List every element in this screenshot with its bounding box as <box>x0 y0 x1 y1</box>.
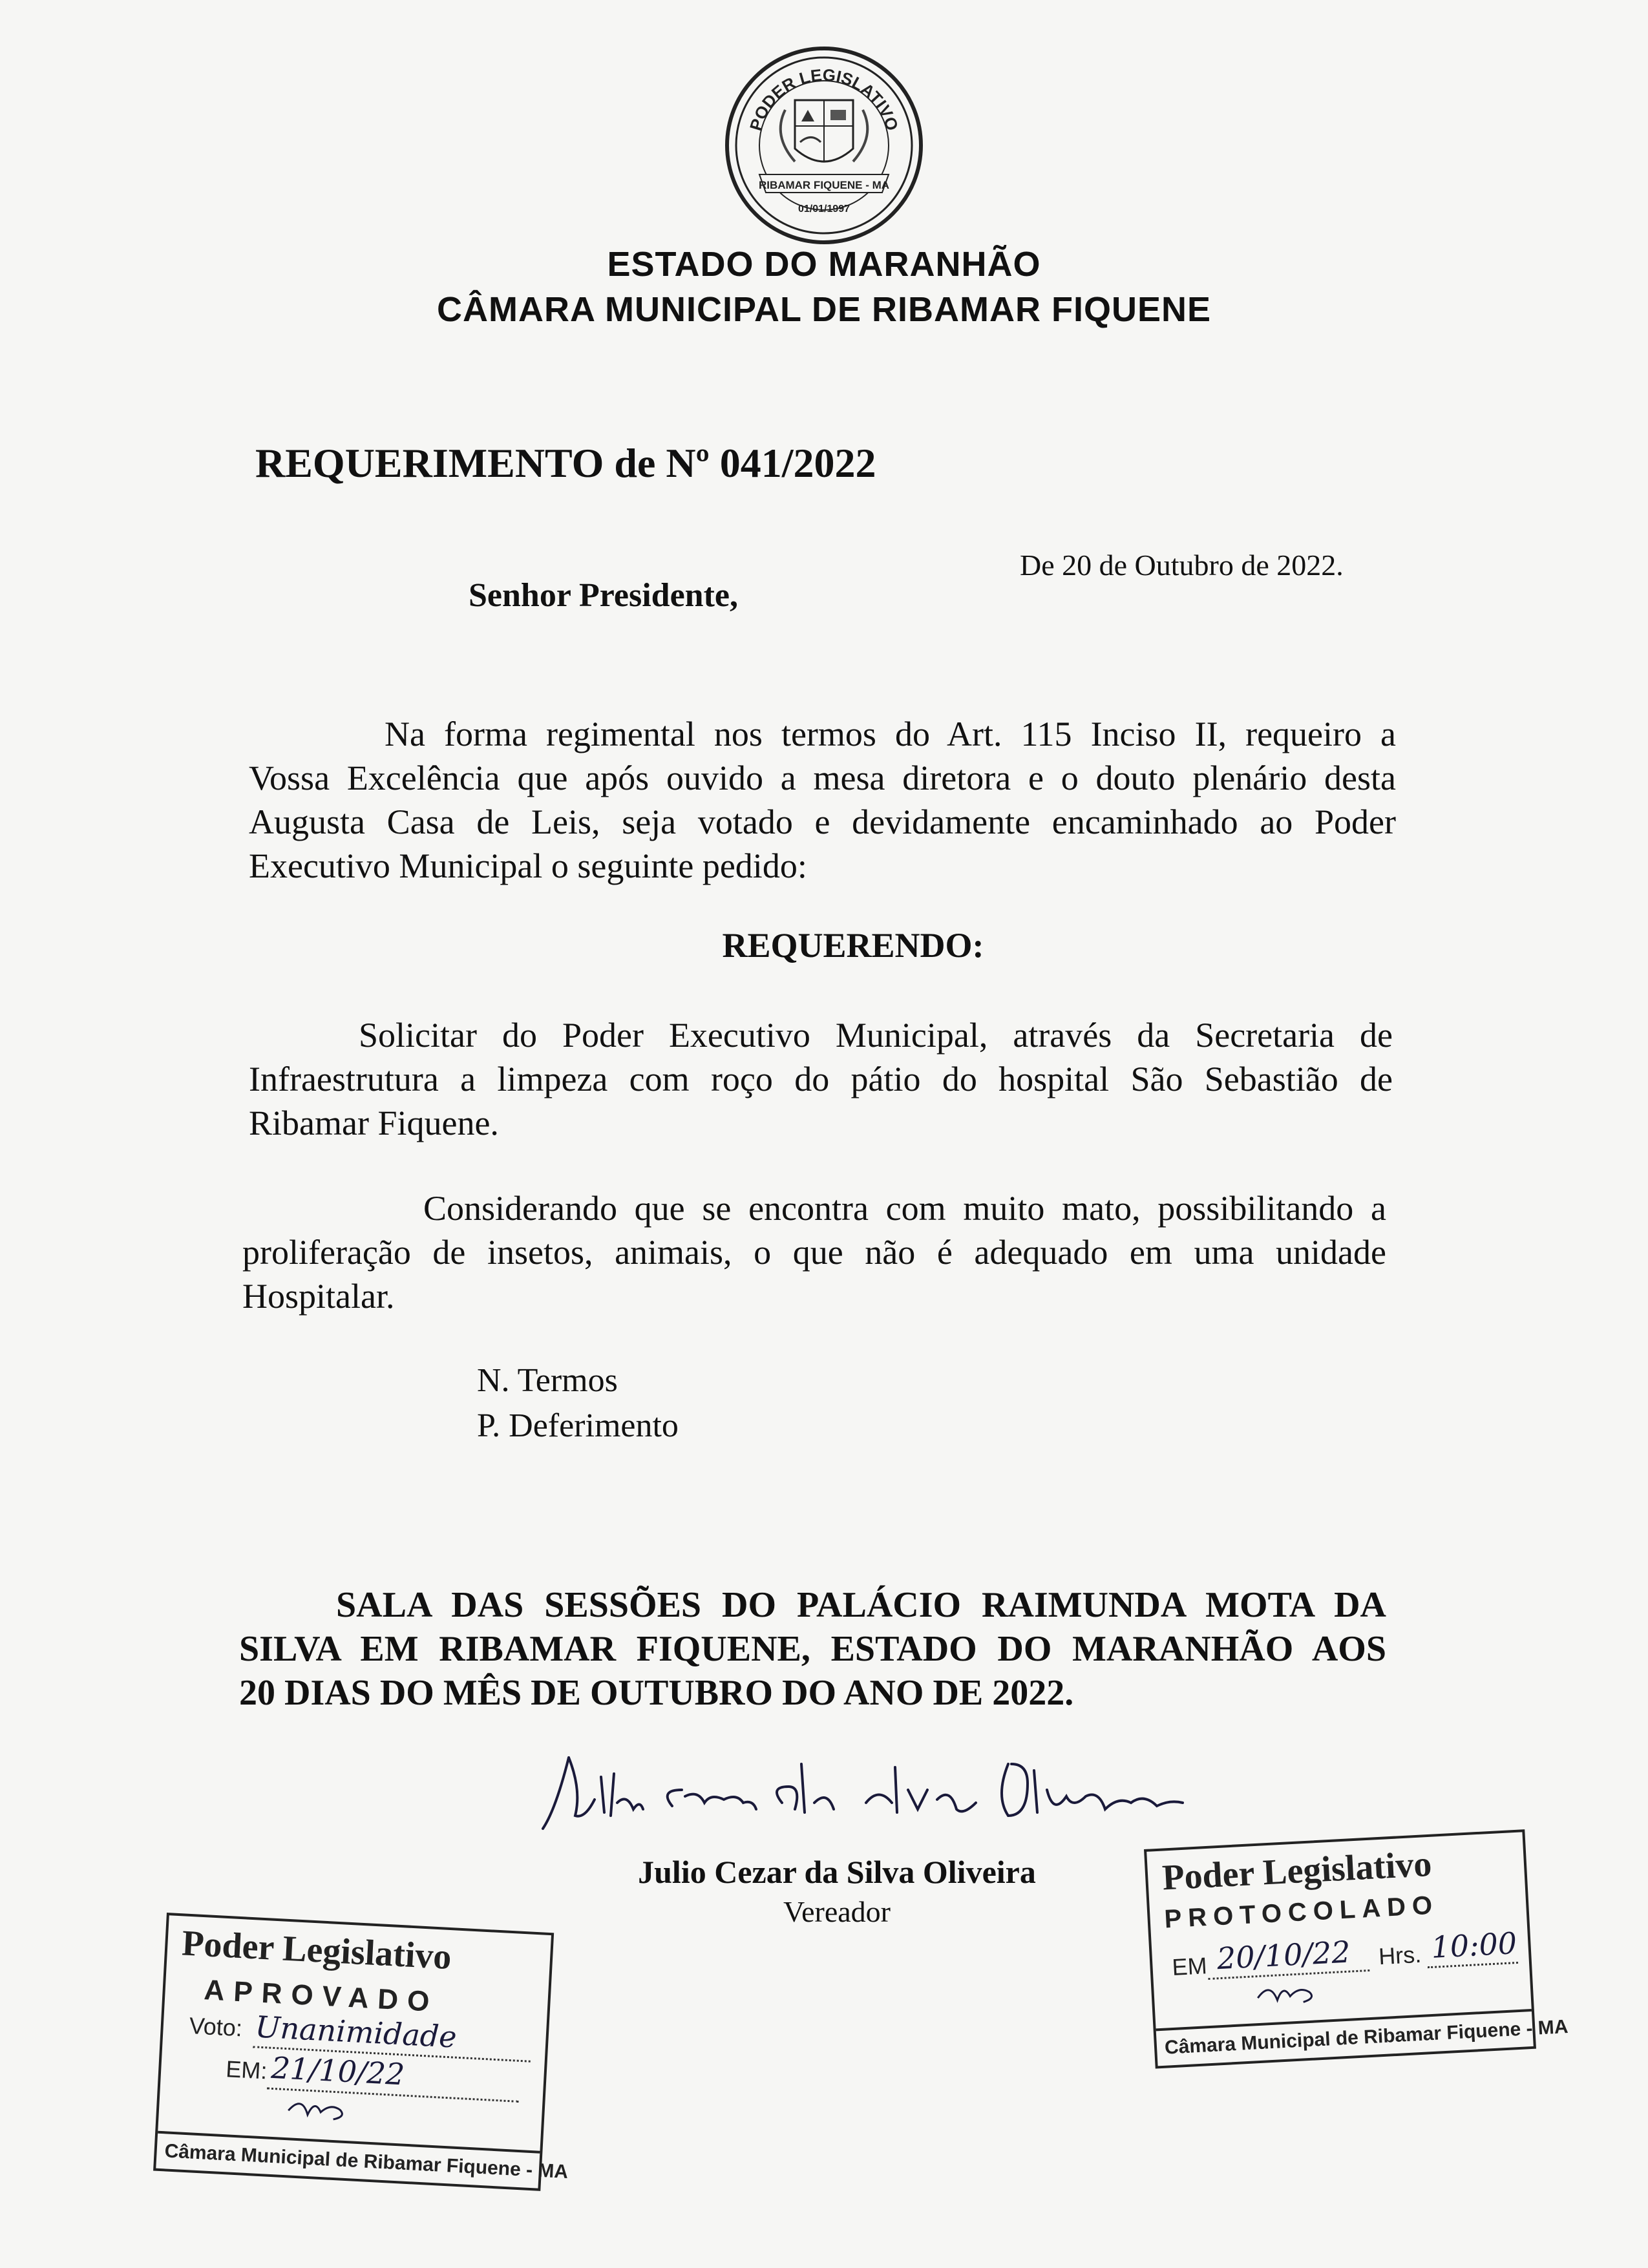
request-paragraph-1 <box>249 712 1396 888</box>
paragraph-line: Solicitar do Poder Executivo Municipal, através da Secretaria de <box>359 1016 1393 1055</box>
signer-name: Julio Cezar da Silva Oliveira <box>638 1854 1036 1890</box>
paragraph-line: Executivo Municipal o seguinte pedido: <box>249 846 807 885</box>
stamp-title: Poder Legislativo <box>1161 1843 1433 1898</box>
stamp-footer: Câmara Municipal de Ribamar Fiquene - MA <box>1156 2009 1534 2066</box>
session-line: SALA DAS SESSÕES DO PALÁCIO RAIMUNDA MOTA DA <box>336 1585 1386 1625</box>
approved-stamp <box>153 1913 569 2191</box>
session-line: SILVA EM RIBAMAR FIQUENE, ESTADO DO MARANHÃO AOS <box>239 1629 1386 1669</box>
closing-line-2: P. Deferimento <box>477 1407 679 1444</box>
hours-value: 10:00 <box>1430 1926 1518 1965</box>
paragraph-line: Vossa Excelência que após ouvido a mesa diretora e o douto plenário desta <box>249 759 1396 797</box>
closing-line-1: N. Termos <box>477 1362 618 1399</box>
document-title: REQUERIMENTO de Nº 041/2022 <box>255 440 876 486</box>
stamp-title: Poder Legislativo <box>180 1923 452 1978</box>
paragraph-line: Augusta Casa de Leis, seja votado e devidamente encaminhado ao Poder <box>249 803 1396 841</box>
request-paragraph-2 <box>249 1013 1393 1145</box>
svg-text:RIBAMAR FIQUENE - MA: RIBAMAR FIQUENE - MA <box>758 179 890 191</box>
protocol-stamp <box>1144 1829 1569 2068</box>
paragraph-line: Hospitalar. <box>242 1277 395 1316</box>
session-statement <box>239 1583 1386 1715</box>
date-label: EM: <box>225 2055 268 2084</box>
svg-text:PODER LEGISLATIVO: PODER LEGISLATIVO <box>745 65 903 133</box>
rubric-initials <box>1251 1975 1323 2011</box>
handwritten-signature <box>530 1738 1202 1842</box>
paragraph-line: Na forma regimental nos termos do Art. 115 Inciso II, requeiro a <box>385 715 1396 753</box>
paragraph-line: Infraestrutura a limpeza com roço do pátio do hospital São Sebastião de <box>249 1060 1393 1098</box>
date-value: 20/10/22 <box>1216 1934 1351 1977</box>
stamp-status: PROTOCOLADO <box>1163 1891 1440 1934</box>
section-heading: REQUERENDO: <box>722 926 984 965</box>
svg-text:01/01/1997: 01/01/1997 <box>798 204 850 215</box>
date-value: 21/10/22 <box>270 2050 406 2092</box>
document-date: De 20 de Outubro de 2022. <box>1020 549 1344 582</box>
salutation: Senhor Presidente, <box>469 577 738 614</box>
header-state: ESTADO DO MARANHÃO <box>607 245 1041 284</box>
signer-role: Vereador <box>783 1895 891 1928</box>
request-paragraph-3 <box>242 1186 1386 1318</box>
chamber-seal-logo <box>724 45 924 246</box>
paragraph-line: Ribamar Fiquene. <box>249 1104 499 1142</box>
vote-label: Voto: <box>188 2012 243 2042</box>
stamp-footer: Câmara Municipal de Ribamar Fiquene - MA <box>156 2131 540 2189</box>
paragraph-line: Considerando que se encontra com muito mato, possibilitando a <box>423 1189 1386 1228</box>
hours-label: Hrs. <box>1378 1940 1422 1970</box>
date-label: EM <box>1171 1952 1208 1980</box>
paragraph-line: proliferação de insetos, animais, o que não é adequado em uma unidade <box>242 1233 1386 1272</box>
vote-value: Unanimidade <box>254 2009 458 2055</box>
header-chamber: CÂMARA MUNICIPAL DE RIBAMAR FIQUENE <box>437 290 1211 329</box>
rubric-initials <box>281 2091 354 2127</box>
session-line: 20 DIAS DO MÊS DE OUTUBRO DO ANO DE 2022. <box>239 1673 1074 1713</box>
closing <box>477 1358 679 1449</box>
stamp-status: APROVADO <box>203 1974 439 2019</box>
